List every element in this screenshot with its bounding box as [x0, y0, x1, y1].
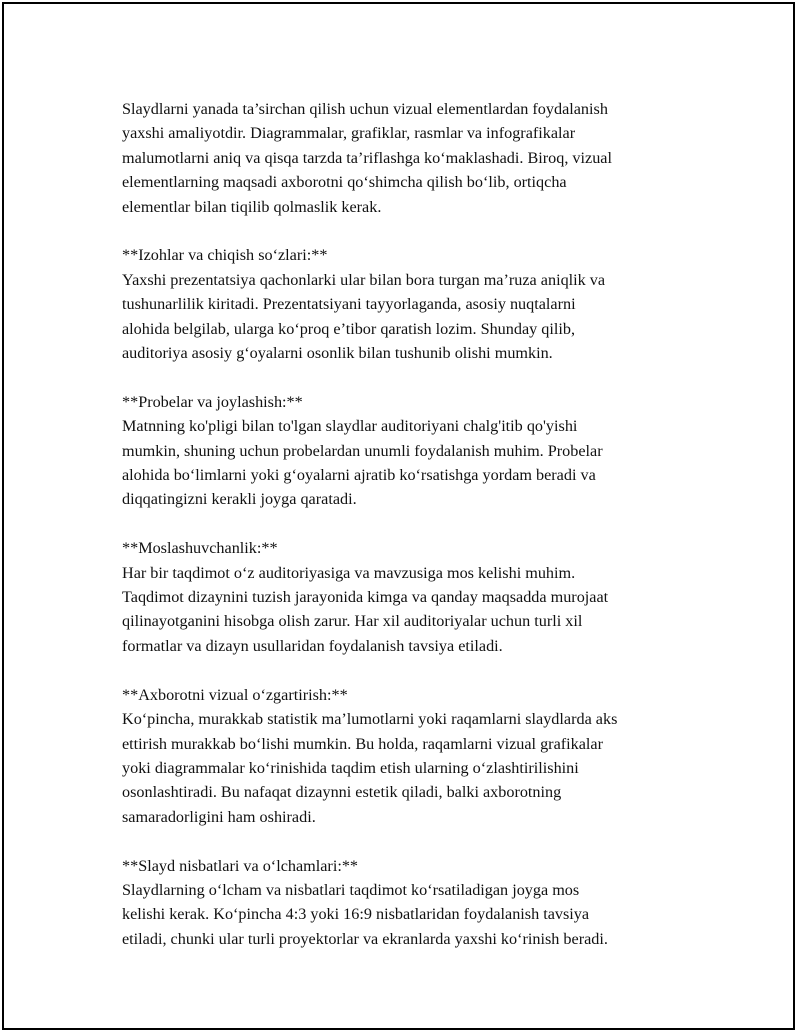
section-axborot — [122, 683, 702, 829]
section-slayd-nisbatlari — [122, 854, 702, 952]
section-probelar — [122, 390, 702, 512]
page-frame — [2, 2, 795, 1030]
section-body: Slaydlarning oʻlcham va nisbatlari taqdimot koʻrsatiladigan joyga mos kelishi kerak. Koʻpincha 4:3 yoki 16:9 nisbatlaridan foydalanish tavsiya etiladi, chunki ular turli proyektorlar va ekranlarda yaxshi koʻrinish beradi. — [122, 880, 608, 948]
section-heading: **Probelar va joylashish:** — [122, 392, 303, 411]
section-heading: **Izohlar va chiqish soʻzlari:** — [122, 246, 328, 265]
section-heading: **Slayd nisbatlari va oʻlchamlari:** — [122, 856, 359, 875]
section-body: Har bir taqdimot oʻz auditoriyasiga va mavzusiga mos kelishi muhim. Taqdimot dizaynini tuzish jarayonida kimga va qanday maqsadda murojaat qilinayotganini hisobga olish zarur. Har xil auditoriyalar uchun turli xil formatlar va dizayn usullaridan foydalanish tavsiya etiladi. — [122, 563, 609, 655]
section-heading: **Axborotni vizual oʻzgartirish:** — [122, 685, 348, 704]
section-heading: **Moslashuvchanlik:** — [122, 539, 278, 558]
intro-paragraph: Slaydlarni yanada ta’sirchan qilish uchun vizual elementlardan foydalanish yaxshi amaliyotdir. Diagrammalar, grafiklar, rasmlar va infografikalar malumotlarni aniq va qisqa tarzda ta’riflashga koʻmaklashadi. Biroq, vizual elementlarning maqsadi axborotni qoʻshimcha qilish boʻlib, ortiqcha elementlar bilan tiqilib qolmaslik kerak. — [122, 100, 612, 216]
section-izohlar — [122, 243, 702, 365]
section-body: Koʻpincha, murakkab statistik ma’lumotlarni yoki raqamlarni slaydlarda aks ettirish murakkab boʻlishi mumkin. Bu holda, raqamlarni vizual grafikalar yoki diagrammalar koʻrinishida taqdim etish ularning oʻzlashtirilishini osonlashtiradi. Bu nafaqat dizaynni estetik qiladi, balki axborotning samaradorligini ham oshiradi. — [122, 710, 618, 826]
document-body — [122, 97, 702, 976]
section-body: Matnning ko'pligi bilan to'lgan slaydlar auditoriyani chalg'itib qo'yishi mumkin, shuning uchun probelardan unumli foydalanish muhim. Probelar alohida boʻlimlarni yoki gʻoyalarni ajratib koʻrsatishga yordam beradi va diqqatingizni kerakli joyga qaratadi. — [122, 417, 603, 509]
section-body: Yaxshi prezentatsiya qachonlarki ular bilan bora turgan ma’ruza aniqlik va tushunarlilik kiritadi. Prezentatsiyani tayyorlaganda, asosiy nuqtalarni alohida belgilab, ularga koʻproq e’tibor qaratish lozim. Shunday qilib, auditoriya asosiy gʻoyalarni osonlik bilan tushunib olishi mumkin. — [122, 270, 606, 363]
section-moslashuvchanlik — [122, 536, 702, 658]
